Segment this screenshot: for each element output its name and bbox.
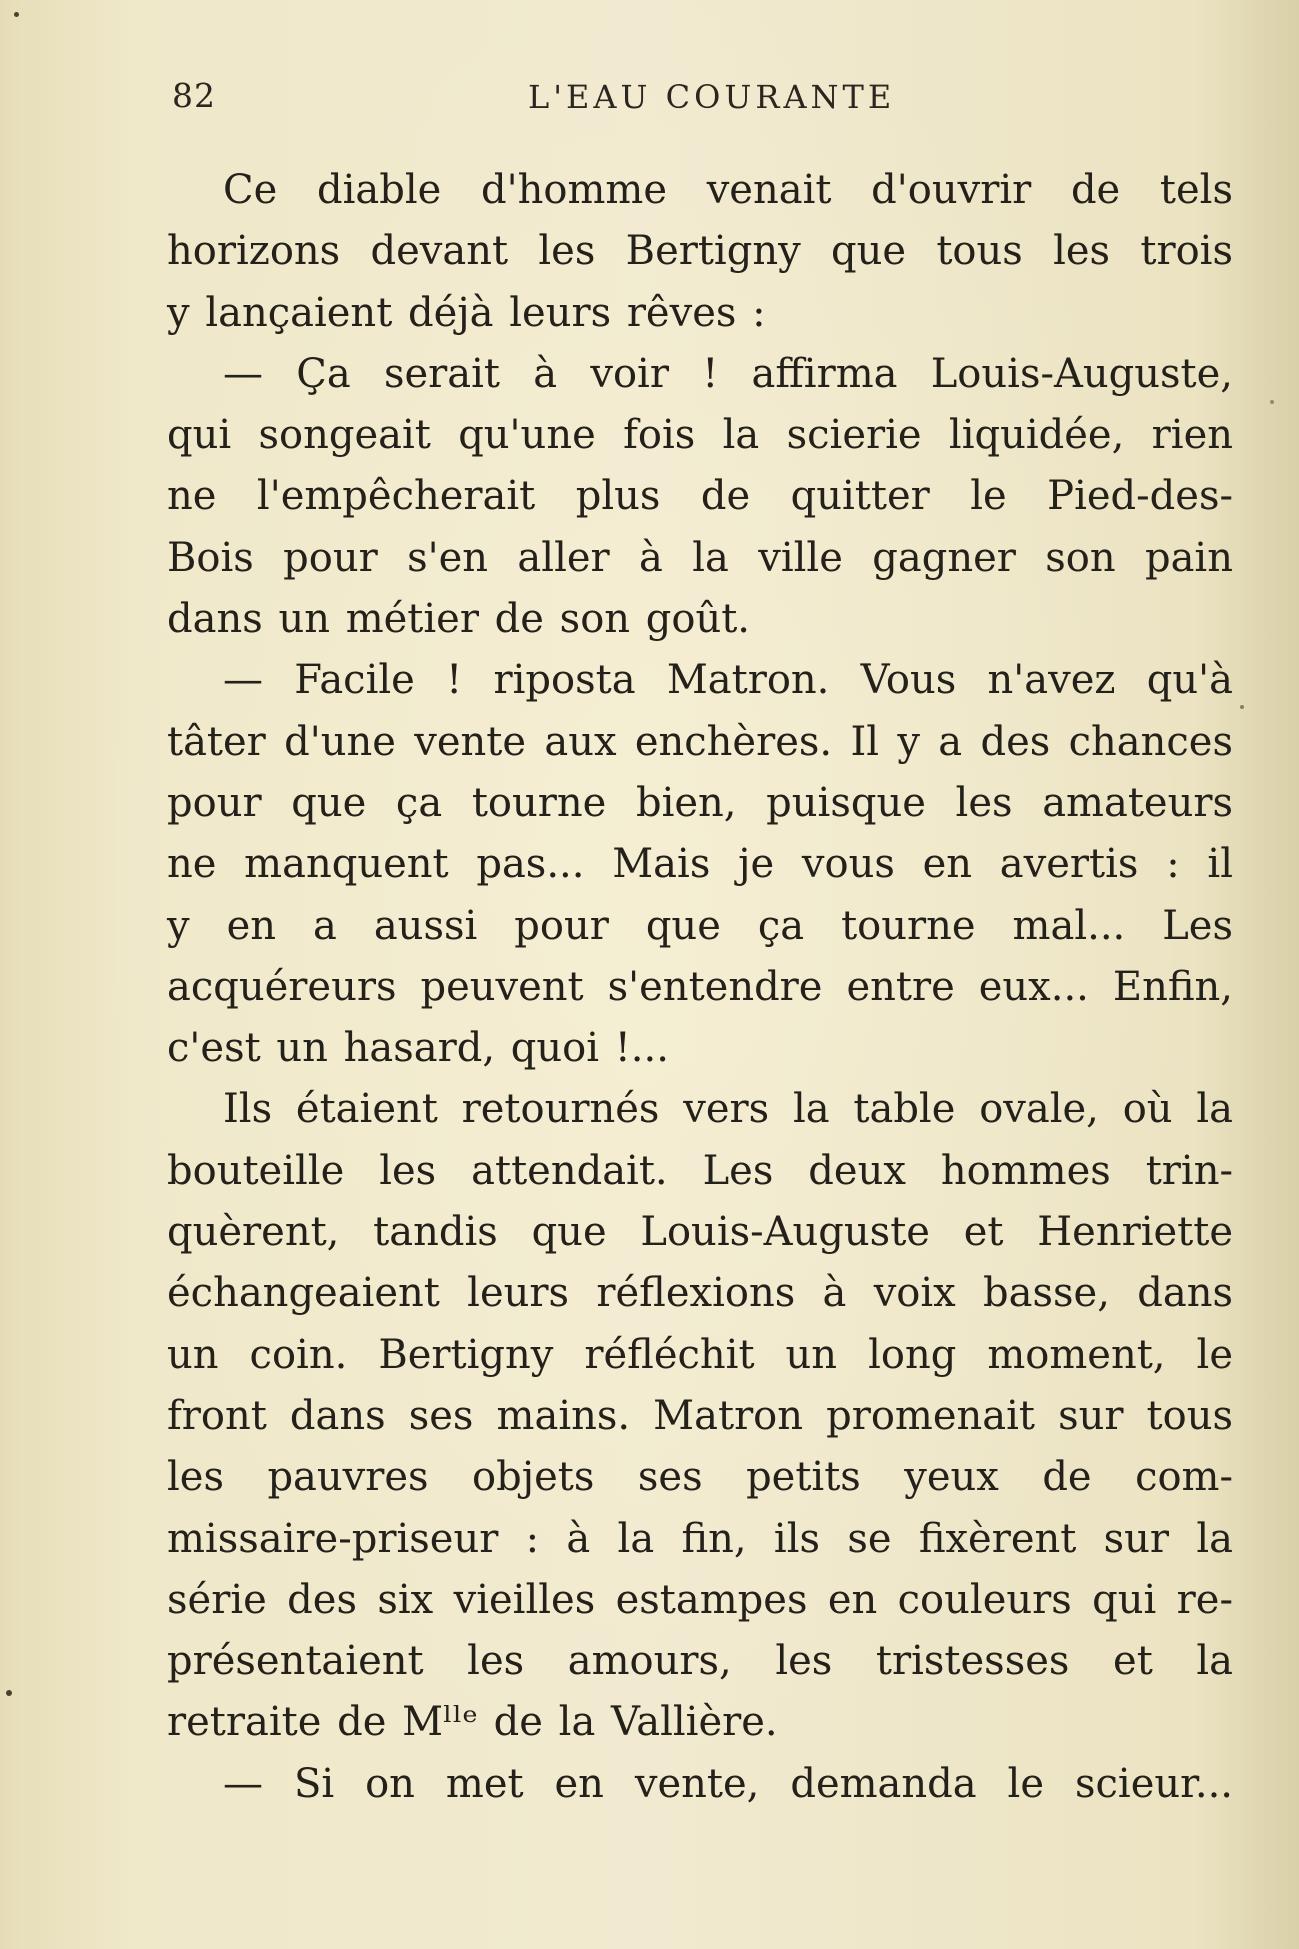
text-line: un coin. Bertigny réfléchit un long moment, le (167, 1331, 1233, 1378)
text-line: retraite de Mˡˡᵉ de la Vallière. (167, 1699, 778, 1746)
text-line: ne l'empêcherait plus de quitter le Pied-des- (167, 473, 1233, 520)
page-number: 82 (172, 76, 216, 115)
text-line: — Ça serait à voir ! affirma Louis-Auguste, (223, 350, 1233, 397)
text-line: Bois pour s'en aller à la ville gagner son pain (167, 534, 1233, 581)
text-line: échangeaient leurs réflexions à voix basse, dans (167, 1270, 1233, 1317)
running-title: L'EAU COURANTE (528, 78, 896, 116)
running-head (168, 76, 1238, 126)
text-line: Ce diable d'homme venait d'ouvrir de tels (223, 167, 1233, 213)
text-line: c'est un hasard, quoi !... (167, 1025, 669, 1072)
text-line: y en a aussi pour que ça tourne mal... Les (167, 902, 1233, 949)
print-speck (6, 1690, 12, 1696)
text-line: ne manquent pas... Mais je vous en avertis : il (167, 841, 1233, 888)
text-line: Ils étaient retournés vers la table ovale, où la (223, 1086, 1233, 1133)
text-line: dans un métier de son goût. (167, 596, 750, 643)
text-line: missaire-priseur : à la fin, ils se fixèrent sur la (167, 1515, 1233, 1562)
text-line: présentaient les amours, les tristesses et la (167, 1638, 1233, 1685)
text-line: les pauvres objets ses petits yeux de com- (167, 1454, 1233, 1501)
print-speck (1240, 705, 1244, 709)
text-line: quèrent, tandis que Louis-Auguste et Henriette (167, 1209, 1233, 1256)
text-line: qui songeait qu'une fois la scierie liquidée, rien (167, 412, 1233, 459)
text-line: — Facile ! riposta Matron. Vous n'avez qu'à (223, 657, 1233, 704)
text-line: y lançaient déjà leurs rêves : (167, 289, 766, 336)
print-speck (1270, 400, 1274, 404)
text-line: pour que ça tourne bien, puisque les amateurs (167, 779, 1233, 826)
text-line: bouteille les attendait. Les deux hommes trin- (167, 1147, 1233, 1194)
text-line: — Si on met en vente, demanda le scieur... (223, 1760, 1233, 1807)
text-line: tâter d'une vente aux enchères. Il y a des chances (167, 718, 1233, 765)
text-line: horizons devant les Bertigny que tous les trois (167, 228, 1233, 275)
print-speck (14, 12, 19, 17)
text-line: série des six vieilles estampes en couleurs qui re- (167, 1576, 1233, 1623)
text-line: acquéreurs peuvent s'entendre entre eux... Enfin, (167, 963, 1233, 1010)
body-text (167, 160, 1233, 1815)
text-line: front dans ses mains. Matron promenait sur tous (167, 1392, 1233, 1439)
